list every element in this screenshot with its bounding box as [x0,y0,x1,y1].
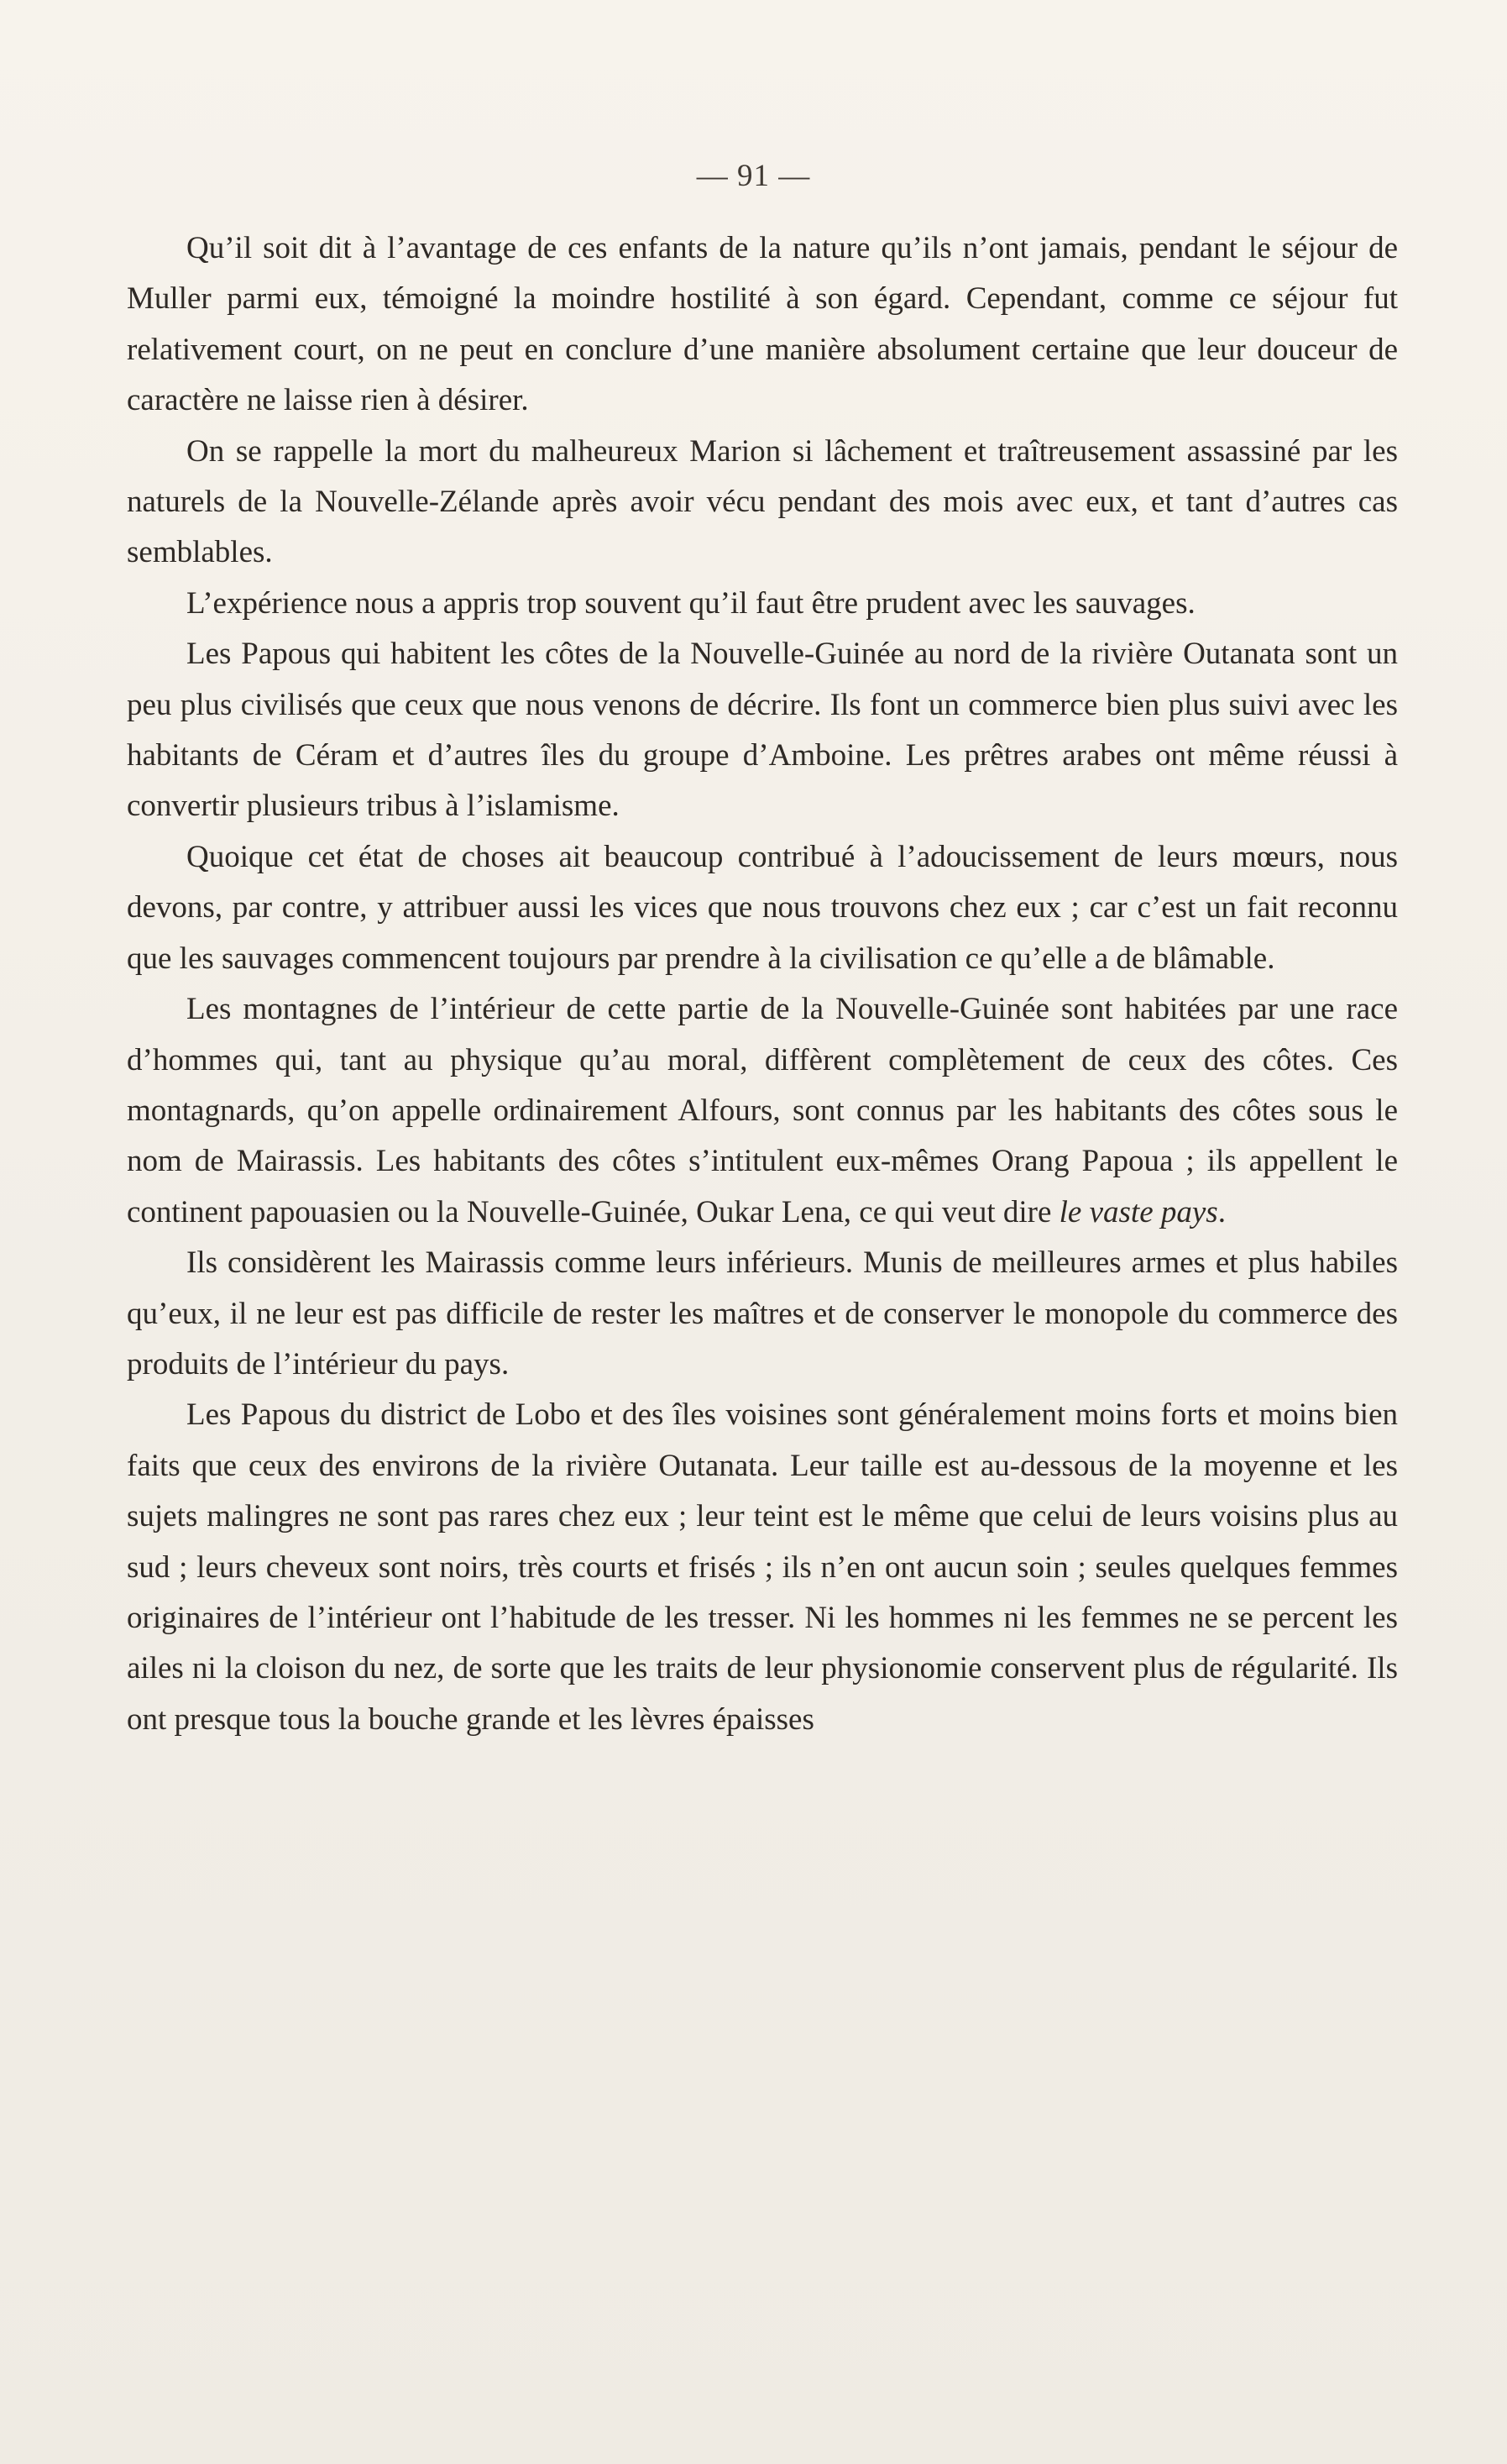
paragraph-6-ending: . [1217,1194,1226,1229]
page-number: — 91 — [696,159,811,193]
body-text [127,223,1398,1745]
paragraph-8: Les Papous du district de Lobo et des îles voisines sont généralement moins forts et moins bien faits que ceux des environs de la rivière Outanata. Leur taille est au-dessous de la moyenne et les sujets malingres ne sont pas rares chez eux ; leur teint est le même que celui de leurs voisins plus au sud ; leurs cheveux sont noirs, très courts et frisés ; ils n’en ont aucun soin ; seules quelques femmes originaires de l’intérieur ont l’habitude de les tresser. Ni les hommes ni les femmes ne se percent les ailes ni la cloison du nez, de sorte que les traits de leur physionomie conservent plus de régularité. Ils ont presque tous la bouche grande et les lèvres épaisses [127,1397,1398,1737]
paragraph-3: L’expérience nous a appris trop souvent qu’il faut être prudent avec les sauvages. [186,585,1196,621]
paragraph-6-text: Les montagnes de l’intérieur de cette partie de la Nouvelle-Guinée sont habitées par une race d’hommes qui, tant au physique qu’au moral, diffèrent complètement de ceux des côtes. Ces montagnards, qu’on appelle ordinairement Alfours, sont connus par les habitants des côtes sous le nom de Mairassis. Les habitants des côtes s’intitulent eux-mêmes Orang Papoua ; ils appellent le continent papouasien ou la Nouvelle-Guinée, Oukar Lena, ce qui veut dire [127,992,1398,1229]
paragraph-4: Les Papous qui habitent les côtes de la Nouvelle-Guinée au nord de la rivière Outanata sont un peu plus civilisés que ceux que nous venons de décrire. Ils font un commerce bien plus suivi avec les habitants de Céram et d’autres îles du groupe d’Amboine. Les prêtres arabes ont même réussi à convertir plusieurs tribus à l’islamisme. [127,637,1398,824]
paragraph-2: On se rappelle la mort du malheureux Marion si lâchement et traîtreusement assassiné par les naturels de la Nouvelle-Zélande après avoir vécu pendant des mois avec eux, et tant d’autres cas semblables. [127,433,1398,570]
paragraph-6 [127,984,1398,1238]
paragraph-7: Ils considèrent les Mairassis comme leurs inférieurs. Munis de meilleures armes et plus habiles qu’eux, il ne leur est pas difficile de rester les maîtres et de conserver le monopole du commerce des produits de l’intérieur du pays. [127,1245,1398,1381]
paragraph-1: Qu’il soit dit à l’avantage de ces enfants de la nature qu’ils n’ont jamais, pendant le séjour de Muller parmi eux, témoigné la moindre hostilité à son égard. Cependant, comme ce séjour fut relativement court, on ne peut en conclure d’une manière absolument certaine que leur douceur de caractère ne laisse rien à désirer. [127,231,1398,418]
paragraph-5: Quoique cet état de choses ait beaucoup contribué à l’adoucissement de leurs mœurs, nous devons, par contre, y attribuer aussi les vices que nous trouvons chez eux ; car c’est un fait reconnu que les sauvages commencent toujours par prendre à la civilisation ce qu’elle a de blâmable. [127,839,1398,976]
paragraph-6-emphasis: le vaste pays [1059,1194,1218,1229]
